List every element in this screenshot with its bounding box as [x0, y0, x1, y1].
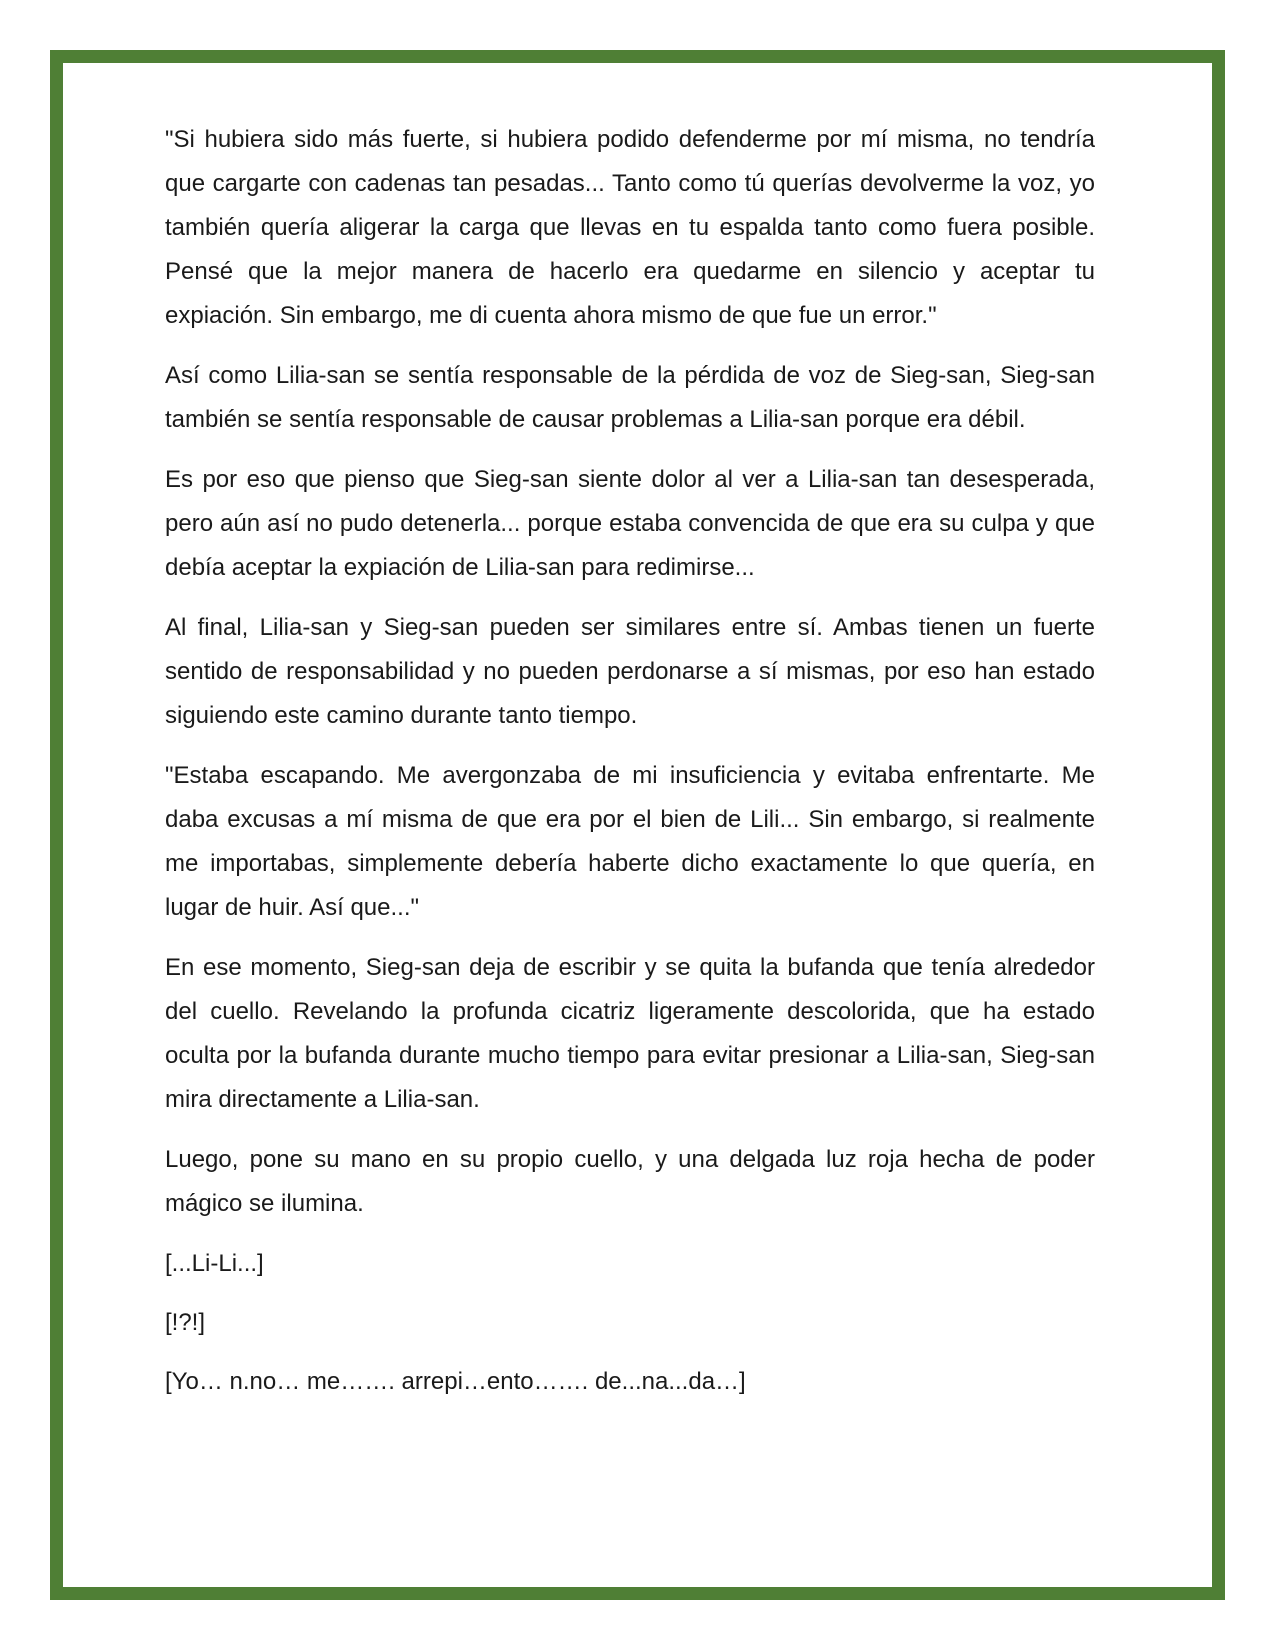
paragraph-5: "Estaba escapando. Me avergonzaba de mi insuficiencia y evitaba enfrentarte. Me daba excusas a mí misma de que era por el bien de Lili... Sin embargo, si realmente me importabas, simplemente debería haberte dicho exactamente lo que quería, en lugar de huir. Así que...": [165, 762, 1095, 921]
dialogue-line-2: [!?!]: [165, 1309, 206, 1336]
paragraph-1: "Si hubiera sido más fuerte, si hubiera podido defenderme por mí misma, no tendría que cargarte con cadenas tan pesadas... Tanto como tú querías devolverme la voz, yo también quería aligerar la carga que llevas en tu espalda tanto como fuera posible. Pensé que la mejor manera de hacerlo era quedarme en silencio y aceptar tu expiación. Sin embargo, me di cuenta ahora mismo de que fue un error.": [165, 126, 1095, 329]
dialogue-line-1: [...Li-Li...]: [165, 1250, 264, 1277]
paragraph-2: Así como Lilia-san se sentía responsable de la pérdida de voz de Sieg-san, Sieg-san también se sentía responsable de causar problemas a Lilia-san porque era débil.: [165, 362, 1095, 433]
paragraph-7: Luego, pone su mano en su propio cuello, y una delgada luz roja hecha de poder mágico se ilumina.: [165, 1146, 1095, 1217]
paragraph-6: En ese momento, Sieg-san deja de escribir y se quita la bufanda que tenía alrededor del cuello. Revelando la profunda cicatriz ligeramente descolorida, que ha estado oculta por la bufanda durante mucho tiempo para evitar presionar a Lilia-san, Sieg-san mira directamente a Lilia-san.: [165, 954, 1095, 1113]
paragraph-3: Es por eso que pienso que Sieg-san siente dolor al ver a Lilia-san tan desesperada, pero aún así no pudo detenerla... porque estaba convencida de que era su culpa y que debía aceptar la expiación de Lilia-san para redimirse...: [165, 466, 1095, 581]
document-body: [165, 118, 1095, 1419]
dialogue-line-3: [Yo… n.no… me……. arrepi…ento……. de...na...da…]: [165, 1368, 746, 1395]
paragraph-4: Al final, Lilia-san y Sieg-san pueden ser similares entre sí. Ambas tienen un fuerte sentido de responsabilidad y no pueden perdonarse a sí mismas, por eso han estado siguiendo este camino durante tanto tiempo.: [165, 614, 1095, 729]
